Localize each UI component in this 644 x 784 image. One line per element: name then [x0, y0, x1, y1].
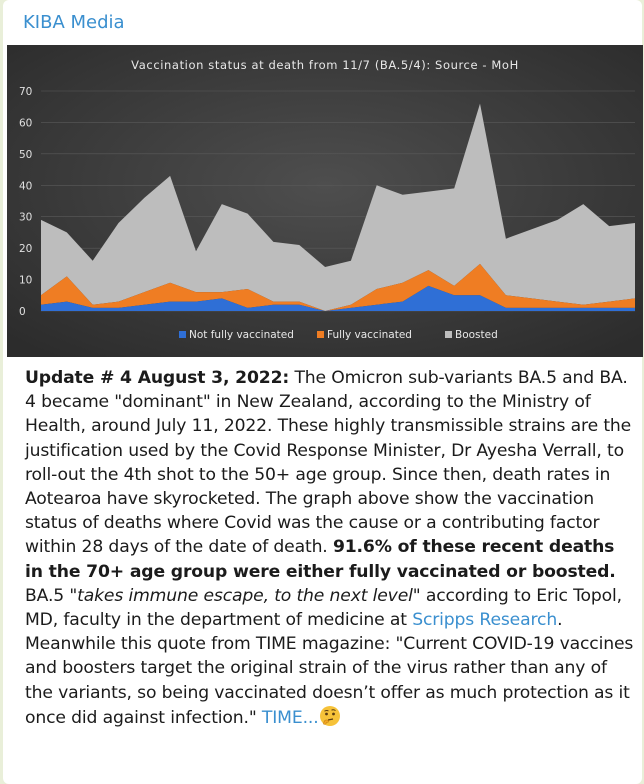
- y-tick-label: 60: [19, 117, 33, 130]
- legend-swatch: [179, 331, 186, 338]
- italic-quote: takes immune escape, to the next level: [77, 585, 413, 606]
- legend-label: Not fully vaccinated: [189, 329, 294, 341]
- post-text: [25, 366, 637, 730]
- message-bubble: [3, 0, 642, 784]
- y-tick-label: 50: [19, 148, 33, 161]
- y-tick-label: 30: [19, 211, 33, 224]
- post-paragraph-2: BA.5 ": [25, 585, 78, 606]
- chart-svg: [7, 45, 643, 357]
- scripps-research-link[interactable]: Scripps Research: [412, 610, 558, 631]
- legend-swatch: [445, 331, 452, 338]
- legend-label: Boosted: [455, 329, 498, 341]
- chart-title: Vaccination status at death from 11/7 (BA.5/4): Source - MoH: [131, 58, 519, 72]
- y-tick-label: 40: [19, 180, 33, 193]
- y-tick-label: 0: [19, 306, 26, 318]
- legend-swatch: [317, 331, 324, 338]
- thinking-face-icon: [319, 705, 341, 727]
- post-paragraph-1: The Omicron sub-variants BA.5 and BA. 4 became "dominant" in New Zealand, according to the Ministry of Health, around July 11, 2022. These highly transmissible strains are the justification used by the Covid Response Minister, Dr Ayesha Verrall, to roll-out the 4th shot to the 50+ age group. Since then, death rates in Aotearoa have skyrocketed. The graph above show the vaccination status of deaths where Covid was the cause or a contributing factor within 28 days of the date of death.: [25, 368, 632, 558]
- y-tick-label: 10: [19, 274, 33, 287]
- vaccination-chart: [7, 45, 643, 357]
- y-tick-label: 70: [19, 86, 33, 98]
- channel-name[interactable]: KIBA Media: [23, 12, 125, 33]
- update-label: Update # 4 August 3, 2022:: [25, 368, 290, 388]
- legend-label: Fully vaccinated: [327, 329, 412, 341]
- time-link[interactable]: TIME...: [261, 707, 319, 728]
- y-tick-label: 20: [19, 243, 33, 256]
- post-paragraph-3: " according to Eric Topol, MD, faculty in the department of medicine at: [25, 585, 622, 631]
- post-paragraph-4: . Meanwhile this quote from TIME magazine: "Current COVID-19 vaccines and boosters target the original strain of the virus rather than any of the variants, so being vaccinated doesn’t offer as much protection as it once did against infection.": [25, 610, 634, 728]
- bold-statistic: 91.6% of these recent deaths in the 70+ age group were either fully vaccinated or boosted.: [25, 537, 616, 582]
